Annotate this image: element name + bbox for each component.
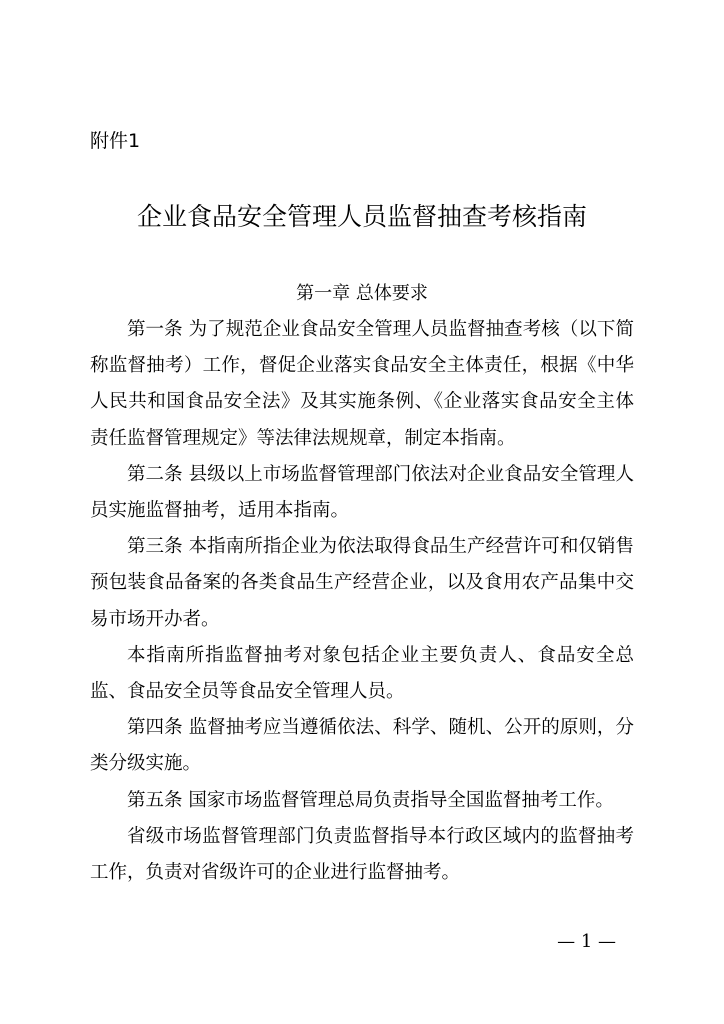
paragraph-article-1: 第一条 为了规范企业食品安全管理人员监督抽查考核（以下简称监督抽考）工作，督促企业落实食品安全主体责任，根据《中华人民共和国食品安全法》及其实施条例、《企业落实食品安全主体责任监督管理规定》等法律法规规章，制定本指南。 (90, 319, 634, 449)
chapter-heading: 第一章 总体要求 (296, 283, 428, 304)
attachment-label: 附件1 (90, 130, 141, 152)
page-number: — 1 — (557, 931, 616, 952)
document-title: 企业食品安全管理人员监督抽查考核指南 (136, 202, 587, 231)
paragraph-article-3-scope: 本指南所指监督抽考对象包括企业主要负责人、食品安全总监、食品安全员等食品安全管理人员。 (90, 644, 634, 703)
paragraph-article-2: 第二条 县级以上市场监督管理部门依法对企业食品安全管理人员实施监督抽考，适用本指南。 (90, 463, 634, 522)
paragraph-article-3: 第三条 本指南所指企业为依法取得食品生产经营许可和仅销售预包装食品备案的各类食品生产经营企业，以及食用农产品集中交易市场开办者。 (90, 536, 634, 630)
paragraph-article-5-provincial: 省级市场监督管理部门负责监督指导本行政区域内的监督抽考工作，负责对省级许可的企业进行监督抽考。 (90, 825, 634, 884)
paragraph-article-4: 第四条 监督抽考应当遵循依法、科学、随机、公开的原则，分类分级实施。 (90, 717, 634, 775)
paragraph-article-5: 第五条 国家市场监督管理总局负责指导全国监督抽考工作。 (127, 789, 614, 811)
document-body (90, 312, 634, 891)
